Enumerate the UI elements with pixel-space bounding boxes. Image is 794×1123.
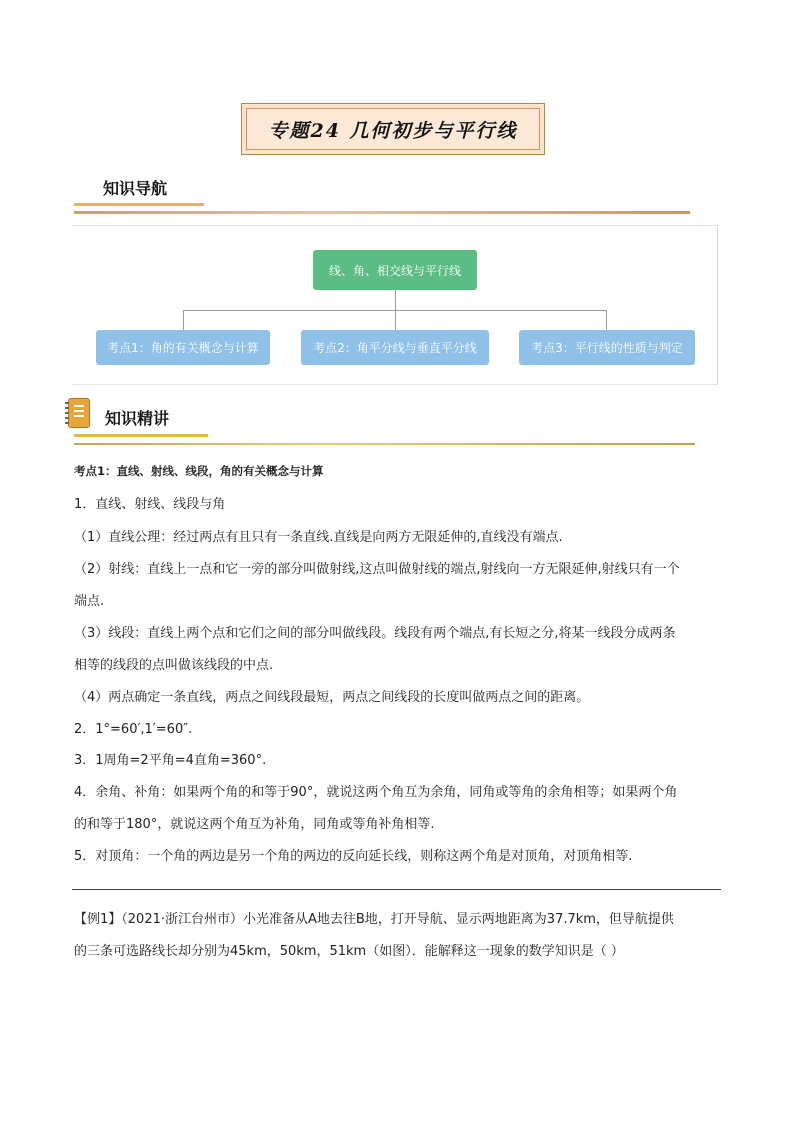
mindmap-child-node-2: 考点2：角平分线与垂直平分线 xyxy=(301,330,489,365)
mindmap-child-node-3: 考点3：平行线的性质与判定 xyxy=(519,330,695,365)
section-accent-line xyxy=(74,434,208,437)
section-divider-line xyxy=(74,211,690,214)
item-1-title: 1．直线、射线、线段与角 xyxy=(74,497,226,512)
section-divider-line xyxy=(74,443,695,445)
example-line-2: 的三条可选路线长却分别为45km，50km，51km（如图）．能解释这一现象的数学知识是（ ） xyxy=(74,944,624,959)
example-line-1: 【例1】（2021·浙江台州市）小光准备从A地去往B地，打开导航、显示两地距离为37.7km，但导航提供 xyxy=(74,912,674,927)
mindmap-connector xyxy=(183,310,184,330)
paragraph-3-line-1: （3）线段：直线上两个点和它们之间的部分叫做线段。线段有两个端点,有长短之分,将某一线段分成两条 xyxy=(74,626,676,641)
page-title: 专题24 几何初步与平行线 xyxy=(268,119,518,142)
item-4-line-1: 4．余角、补角：如果两个角的和等于90°，就说这两个角互为余角，同角或等角的余角相等；如果两个角 xyxy=(74,785,678,800)
item-3: 3．1周角=2平角=4直角=360°. xyxy=(74,753,267,768)
horizontal-rule xyxy=(72,889,721,890)
paragraph-4: （4）两点确定一条直线，两点之间线段最短，两点之间线段的长度叫做两点之间的距离。 xyxy=(74,690,590,705)
section-heading-lecture: 知识精讲 xyxy=(105,409,170,428)
paragraph-2-line-1: （2）射线：直线上一点和它一旁的部分叫做射线,这点叫做射线的端点,射线向一方无限延伸,射线只有一个 xyxy=(74,562,680,577)
notebook-icon xyxy=(68,398,90,428)
paragraph-3-line-2: 相等的线段的点叫做该线段的中点. xyxy=(74,658,274,673)
mindmap-child-node-1: 考点1：角的有关概念与计算 xyxy=(96,330,270,365)
item-4-line-2: 的和等于180°，就说这两个角互为补角，同角或等角补角相等. xyxy=(74,817,435,832)
paragraph-1: （1）直线公理：经过两点有且只有一条直线.直线是向两方无限延伸的,直线没有端点. xyxy=(74,530,563,545)
section-accent-line xyxy=(74,203,204,206)
title-inner xyxy=(246,108,540,150)
title-box xyxy=(241,103,545,155)
mindmap-root-node: 线、角、相交线与平行线 xyxy=(313,250,477,290)
item-2: 2．1°=60′,1′=60″. xyxy=(74,722,193,737)
mindmap-connector xyxy=(395,310,396,330)
mindmap-connector xyxy=(606,310,607,330)
paragraph-2-line-2: 端点. xyxy=(74,594,105,609)
mindmap-connector xyxy=(395,290,396,310)
item-5: 5．对顶角：一个角的两边是另一个角的两边的反向延长线，则称这两个角是对顶角，对顶角相等. xyxy=(74,849,633,864)
section-heading-navigation: 知识导航 xyxy=(103,179,168,198)
topic-title: 考点1：直线、射线、线段，角的有关概念与计算 xyxy=(74,464,324,478)
